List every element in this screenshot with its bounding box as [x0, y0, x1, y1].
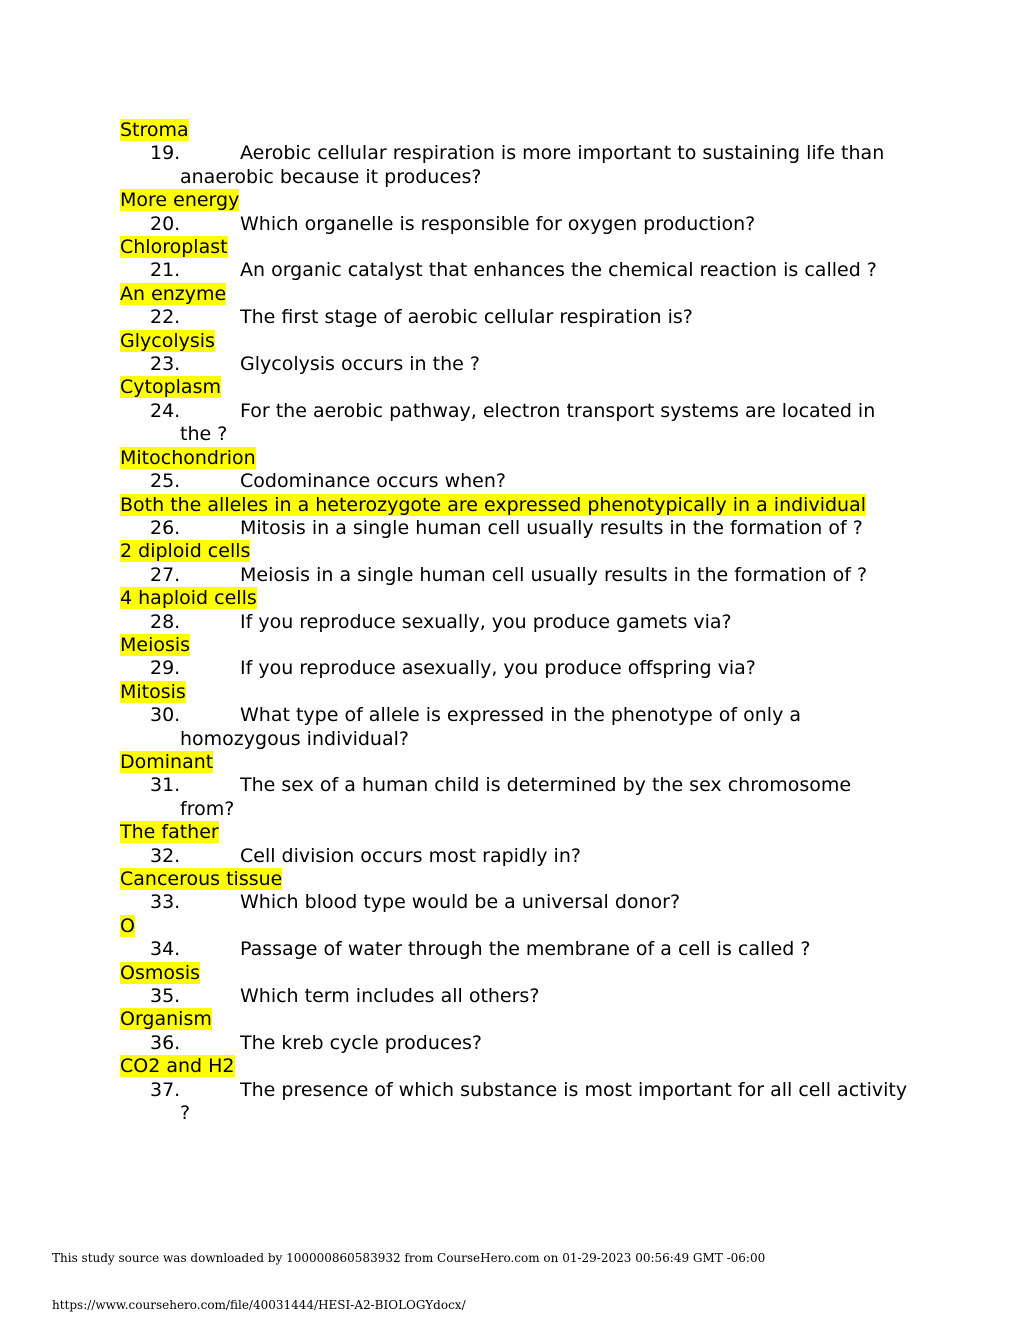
question-item: [120, 142, 910, 189]
question-item: [120, 845, 910, 868]
answer-line: [120, 119, 910, 142]
answer-line: [120, 821, 910, 844]
answer-highlight: Mitochondrion: [120, 446, 256, 469]
question-text: For the aerobic pathway, electron transport systems are located in the ?: [180, 399, 876, 446]
question-item: [120, 470, 910, 493]
answer-highlight: Glycolysis: [120, 329, 215, 352]
question-item: [120, 891, 910, 914]
answer-highlight: Stroma: [120, 119, 189, 141]
answer-line: [120, 376, 910, 399]
answer-line: [120, 868, 910, 891]
answer-line: [120, 962, 910, 985]
answer-line: [120, 681, 910, 704]
source-url: https://www.coursehero.com/file/40031444/HESI-A2-BIOLOGYdocx/: [52, 1298, 466, 1312]
answer-line: [120, 330, 910, 353]
question-item: [120, 353, 910, 376]
answer-highlight: Meiosis: [120, 633, 191, 656]
question-text: Aerobic cellular respiration is more important to sustaining life than anaerobic because it produces?: [180, 142, 885, 188]
question-text: Which blood type would be a universal donor?: [240, 891, 681, 914]
question-text: Passage of water through the membrane of a cell is called ?: [240, 938, 811, 961]
answer-highlight: Organism: [120, 1008, 212, 1031]
question-item: [120, 564, 910, 587]
question-number: 31.: [150, 774, 181, 797]
question-number: 27.: [150, 563, 181, 586]
answer-line: [120, 915, 910, 938]
question-text: Which organelle is responsible for oxygen production?: [240, 212, 756, 235]
answer-line: [120, 751, 910, 774]
answer-line: [120, 634, 910, 657]
answer-highlight: Mitosis: [120, 680, 186, 703]
answer-highlight: Chloroplast: [120, 236, 228, 259]
answer-line: [120, 236, 910, 259]
question-number: 23.: [150, 353, 181, 376]
question-item: [120, 400, 910, 447]
answer-line: [120, 447, 910, 470]
question-number: 32.: [150, 844, 181, 867]
question-number: 37.: [150, 1078, 181, 1101]
answer-line: [120, 283, 910, 306]
question-text: An organic catalyst that enhances the chemical reaction is called ?: [240, 259, 877, 282]
question-number: 35.: [150, 985, 181, 1008]
question-item: [120, 517, 910, 540]
question-item: [120, 774, 910, 821]
answer-line: [120, 1008, 910, 1031]
answer-line: [120, 587, 910, 610]
question-text: Codominance occurs when?: [240, 470, 506, 493]
question-number: 30.: [150, 704, 181, 727]
question-text: The first stage of aerobic cellular respiration is?: [240, 306, 693, 329]
answer-highlight: 2 diploid cells: [120, 540, 251, 563]
answer-line: [120, 494, 910, 517]
answer-highlight: The father: [120, 821, 219, 844]
question-text: What type of allele is expressed in the phenotype of only a homozygous individual?: [180, 704, 801, 750]
answer-highlight: An enzyme: [120, 282, 227, 305]
answer-highlight: Cytoplasm: [120, 376, 221, 399]
question-text: Which term includes all others?: [240, 985, 540, 1008]
question-number: 21.: [150, 259, 181, 282]
question-number: 34.: [150, 938, 181, 961]
question-text: The kreb cycle produces?: [240, 1031, 483, 1054]
question-number: 22.: [150, 306, 181, 329]
document-body: [120, 119, 910, 1125]
question-text: If you reproduce asexually, you produce offspring via?: [240, 657, 756, 680]
question-item: [120, 985, 910, 1008]
question-item: [120, 1079, 910, 1126]
question-list: [120, 142, 910, 1125]
question-item: [120, 1032, 910, 1055]
question-text: Glycolysis occurs in the ?: [240, 353, 480, 376]
answer-line: [120, 1055, 910, 1078]
question-item: [120, 657, 910, 680]
question-number: 24.: [150, 399, 181, 422]
answer-line: [120, 189, 910, 212]
question-item: [120, 306, 910, 329]
answer-highlight: 4 haploid cells: [120, 587, 257, 610]
answer-line: [120, 540, 910, 563]
question-item: [120, 704, 910, 751]
question-number: 26.: [150, 516, 181, 539]
answer-highlight: Both the alleles in a heterozygote are expressed phenotypically in a individual: [120, 493, 866, 516]
question-item: [120, 259, 910, 282]
answer-highlight: Osmosis: [120, 961, 201, 984]
question-text: The sex of a human child is determined by the sex chromosome from?: [180, 774, 852, 820]
question-number: 36.: [150, 1031, 181, 1054]
question-item: [120, 213, 910, 236]
question-number: 33.: [150, 891, 181, 914]
question-text: The presence of which substance is most important for all cell activity ?: [180, 1078, 908, 1125]
question-text: Cell division occurs most rapidly in?: [240, 844, 581, 867]
answer-highlight: Cancerous tissue: [120, 868, 283, 890]
question-number: 29.: [150, 657, 181, 680]
question-text: Meiosis in a single human cell usually results in the formation of ?: [240, 563, 868, 586]
answer-highlight: More energy: [120, 189, 240, 212]
answer-highlight: O: [120, 914, 135, 937]
question-text: Mitosis in a single human cell usually results in the formation of ?: [240, 516, 863, 539]
answer-highlight: CO2 and H2: [120, 1055, 235, 1078]
question-number: 20.: [150, 212, 181, 235]
question-number: 25.: [150, 470, 181, 493]
question-item: [120, 938, 910, 961]
download-notice: This study source was downloaded by 100000860583932 from CourseHero.com on 01-29-2023 00:56:49 GMT -06:00: [52, 1251, 766, 1265]
question-text: If you reproduce sexually, you produce gamets via?: [240, 610, 732, 633]
question-number: 28.: [150, 610, 181, 633]
question-number: 19.: [150, 142, 181, 165]
question-item: [120, 611, 910, 634]
answer-highlight: Dominant: [120, 750, 214, 773]
